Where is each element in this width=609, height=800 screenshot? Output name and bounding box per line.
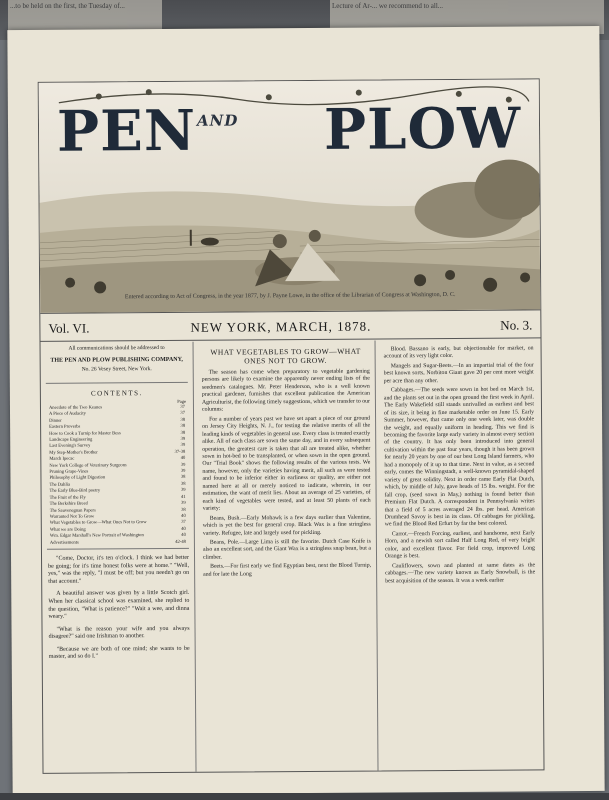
contents-item-page: 38 <box>180 474 186 480</box>
article-paragraph: Beans, Bush.—Early Mohawk is a few days earlier than Valentine, which is yet the best for general crop. Black Wax is a fine stringless variety. Refugee, late and largely used for pickling. <box>202 514 371 537</box>
middle-column <box>197 341 379 772</box>
publisher-street: No. 26 Vesey Street, New York. <box>81 366 152 373</box>
contents-item-page: 40 <box>180 455 186 461</box>
address-line: All communications should be addressed to <box>68 344 165 352</box>
contents-item-page: 39 <box>180 467 186 473</box>
contents-item-page: 39 <box>181 499 186 505</box>
contents-item-page: 37 <box>180 403 185 409</box>
anecdotes <box>42 549 195 662</box>
contents-item-title: The Sauvenegnan Papers <box>49 506 96 513</box>
contents-item-title: Dinner <box>49 417 62 423</box>
contents-item-page: 38 <box>181 506 186 512</box>
masthead-title-and: AND <box>196 111 239 130</box>
contents-item-page: 42-48 <box>175 538 186 544</box>
contents-item-page: 38 <box>180 423 186 429</box>
contents-item-title: Philosophy of Light Digestion <box>49 474 106 481</box>
masthead-title-pen: PEN <box>56 97 197 165</box>
contents-item-title: March Ipecac <box>49 455 75 462</box>
contents-item-page: 39 <box>180 461 186 467</box>
contents-item-title: My Step-Mother's Brother <box>49 449 98 455</box>
contents-item-page: 37 <box>180 410 186 416</box>
publisher-name: THE PEN AND PLOW PUBLISHING COMPANY, <box>50 356 183 364</box>
article-paragraph: Mangels and Sugar-Beets.—In an impartial trial of the four best known sorts, Norbiton Giant gave 20 per cent more weight per acre than any other. <box>383 362 534 385</box>
contents-item-title: A Piece of Audacity <box>48 410 86 417</box>
contents-item-page: 38 <box>180 416 186 422</box>
contents-item-page: 38 <box>180 480 186 486</box>
contents-item-page: 38 <box>180 429 186 435</box>
contents-item-page: 39 <box>180 435 186 441</box>
contents-item-title: The Berkshire Breed <box>49 500 88 506</box>
contents-item-title: Warranted Not To Grow <box>49 513 95 519</box>
dateline <box>40 311 540 341</box>
contents-item-title: The Fruit of the Fly <box>49 494 86 500</box>
contents-item-title: Landscape Engineering <box>49 436 93 442</box>
contents-item-title: New York College of Veterinary Surgeons <box>49 461 127 468</box>
article-paragraph: Beets.—For first early we find Egyptian best, next the Blood Turnip, and for late the Long <box>203 562 372 578</box>
contents-item-title: What Vegetables to Grow—What Ones Not to Grow <box>49 519 147 526</box>
contents-item-page: 40 <box>181 525 186 531</box>
article-body <box>197 369 376 579</box>
contents-item-title: Advertisements <box>49 539 79 545</box>
contents-item-page: 37 <box>181 519 186 525</box>
contents-item-title: Wm. Edgar Marshall's New Portrait of Washington <box>49 532 144 538</box>
contents-heading: CONTENTS. <box>90 389 143 398</box>
contents-item-title: The Early Blue-Bird poetry <box>49 487 101 494</box>
contents-page-label: Page <box>177 398 186 404</box>
contents-box <box>46 382 189 550</box>
page-frame <box>38 78 545 773</box>
address-block <box>41 342 193 377</box>
background-clipping-right: Lecture of Ar-... we recommend to all... <box>330 0 604 34</box>
background-clipping-left: ...to be held on the first, the Tuesday of... <box>8 0 162 34</box>
anecdote-paragraph: A beautiful answer was given by a little Scotch girl. When her classical school was examined, she replied to the question, "What is patience?" "Wait a wee, and dinna weary." <box>48 590 190 620</box>
left-column <box>41 342 197 773</box>
contents-item-title: Pruning Grape-Vines <box>49 468 89 474</box>
article-paragraph: For a number of years past we have set apart a piece of our ground on Jersey City Heights, N. J., for testing the relative merits of all the leading kinds of vegetables in general use. Every class is treated exactly alike. All of each class are sown the same day, and in every subsequent operation, the greatest care is taken that all are treated alike, whether sown in hot-bed to be transplanted, or when sown in the open ground. Our "Trial Book" shows the following results of the various tests. We name, however, only the varieties having merit, all such as were tested and found to be inferior either in earliness or quality, are either not named here at all or merely noticed to indicate, wherein, in our estimation, the want of merit lies. About an average of 25 varieties, of each kind of vegetables were tested, and at least 50 plants of each variety: <box>202 415 371 512</box>
contents-item-title: Eastern Proverbs <box>49 423 81 430</box>
issue-number: No. 3. <box>500 317 533 333</box>
article-paragraph: The season has come when preparatory to vegetable gardening persons are likely to examine the apparently never ending lists of the seedmen's catalogues. Mr. Peter Henderson, who is a well known practical gardener, furnishes that excellent publication the American Agriculturist, the following timely suggestions, which we transfer to our columns: <box>201 368 370 413</box>
contents-item-title: The Dahlia <box>49 481 71 487</box>
article-paragraph: Cauliflowers, sown and planted at same dates as the cabbages.—The new variety known as Early Snowball, is the best acquisition of the season. It was a week earlier <box>385 562 536 585</box>
article-continued <box>379 339 541 585</box>
article-paragraph: Carrot.—French Forcing, earliest, and handsome, next Early Horn, and a newish sort called Half Long Red, of very bright color, and excellent flavor. For field crop, improved Long Orange is best. <box>384 530 535 560</box>
place-date: NEW YORK, MARCH, 1878. <box>190 318 372 335</box>
bottom-edge <box>0 793 609 800</box>
anecdote-paragraph: "What is the reason your wife and you always disagree?" said one Irishman to another. <box>48 625 190 641</box>
contents-item-title: How to Cook a Turnip for Master Bess <box>49 429 121 436</box>
contents-item <box>50 538 186 545</box>
contents-item-page: 40 <box>181 531 186 537</box>
contents-item-title: Anecdote of the Two Keanes <box>48 404 103 410</box>
contents-item-page: 39 <box>180 487 186 493</box>
contents-item-title: What we are Doing <box>49 526 86 532</box>
masthead <box>39 79 541 313</box>
masthead-title-plow: PLOW <box>323 95 522 163</box>
contents-item-page: 40 <box>181 512 186 518</box>
article-paragraph: Cabbages.—The seeds were sown in hot bed on March 1st, and the plants set out in the open ground the first week in April. The Early Wakefield still stands unrivalled as earliest and best of its size, it being in fine marketable order on June 15. Early Summer, however, that came only one week later, was double the weight, and equally uniform in heading. This we find is becoming the favorite large early variety in almost every section of the country. It has only been introduced into general cultivation within the past four years, though it has been grown for nearly 20 years by one of our best Long Island farmers, who had a monopoly of it up to that time. Next in value, as a second early, comes the Winningstadt, a well-known pyramidal-shaped variety of great solidity. Next in order came Early Flat Dutch, which, by middle of July, gave heads of 15 lbs. weight. For the fall crop, (seed sown in May,) nothing is found better than Premium Flat Dutch. A correspondent in Pennsylvania writes that a field of 5 acres averaged 24 lbs. per head. American Drumhead Savoy is best in its class. Of cabbages for pickling, we find the Blood Red Erfurt by far the best colored. <box>383 386 535 528</box>
anecdote-paragraph: "Because we are both of one mind; she wants to be master, and so do I." <box>48 645 190 661</box>
article-paragraph: Blood. Bassano is early, but objectionable for market, on account of its very light color. <box>383 345 534 360</box>
article-paragraph: Beans, Pole.—Large Lima is still the favorite. Dutch Case Knife is also an excellent sort, and the Giant Wax is a stringless snap bean, but a climber. <box>202 538 371 561</box>
anecdote-paragraph: "Come, Doctor, it's ten o'clock. I think we had better be going; for it's time honest folks were at home." "Well, yes," was the reply, "I must be off; but you needn't go on that account." <box>48 554 190 585</box>
contents-item-page: 41 <box>180 493 186 499</box>
right-column <box>379 339 542 770</box>
article-title: WHAT VEGETABLES TO GROW—WHAT ONES NOT TO GROW. <box>210 346 361 366</box>
volume-number: Vol. VI. <box>48 320 90 336</box>
contents-list <box>46 404 189 546</box>
contents-item-page: 37-38 <box>174 448 186 454</box>
copyright-notice: Entered according to Act of Congress, in the year 1877, by J. Payne Lowe, in the office of the Librarian of Congress at Washington, D. C. <box>124 291 456 301</box>
newspaper-page <box>7 26 604 795</box>
contents-item-title: Last Evening's Survey <box>49 442 91 449</box>
contents-item-page: 39 <box>180 442 186 448</box>
